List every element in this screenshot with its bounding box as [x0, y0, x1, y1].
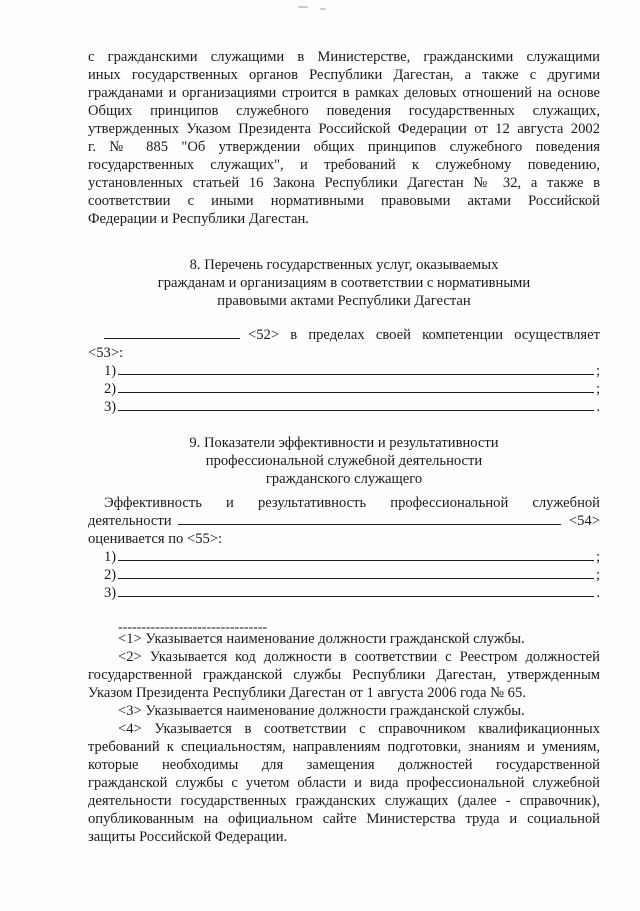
section-9-heading — [88, 434, 600, 488]
footnote-separator: -------------------------------- — [118, 620, 268, 635]
scan-speck — [298, 6, 308, 8]
item-number: 2) — [104, 381, 117, 397]
footnote-2-line: государственной гражданской службы Республики Дагестан, утвержденным — [88, 667, 600, 683]
item-end: ; — [595, 567, 600, 583]
text-fragment: деятельности — [88, 513, 172, 529]
footnote-3: <3> Указывается наименование должности гражданской службы. — [118, 703, 525, 719]
list-item — [104, 380, 600, 398]
list-item — [104, 548, 600, 566]
footnote-4-line: <4> Указывается в соответствии с справочником квалификационных — [118, 721, 600, 737]
list-item — [104, 584, 600, 602]
footnote-2-line: <2> Указывается код должности в соответствии с Реестром должностей — [118, 649, 600, 665]
heading-line: гражданам и организациям в соответствии с нормативными — [157, 275, 531, 291]
footnote-4-line: защиты Российской Федерации. — [88, 829, 288, 845]
text-line: г. № 885 "Об утверждении общих принципов служебного поведения — [88, 139, 600, 155]
item-number: 1) — [104, 549, 117, 565]
heading-line: 8. Перечень государственных услуг, оказываемых — [189, 257, 499, 273]
org-name-blank[interactable] — [104, 326, 240, 339]
section-8-heading — [88, 256, 600, 310]
footnote-2-line: Указом Президента Республики Дагестан от 1 августа 2006 года № 65. — [88, 685, 526, 701]
scan-speck — [320, 8, 326, 10]
item-end: ; — [595, 363, 600, 379]
item-blank[interactable] — [118, 548, 594, 561]
heading-line: гражданского служащего — [265, 471, 423, 487]
footnote-4-line: деятельности государственных гражданских служащих (далее - справочник), — [88, 793, 600, 809]
item-blank[interactable] — [118, 584, 594, 597]
heading-line: правовыми актами Республики Дагестан — [217, 293, 471, 309]
text-line: соответствии с иными нормативными правовыми актами Российской — [88, 193, 600, 209]
footnote-4-line: требований к специальностям, направлениям подготовки, знаниям и умениям, — [88, 739, 600, 755]
text-line: государственных служащих", и требований к служебному поведению, — [88, 157, 600, 173]
text-line: иных государственных органов Республики Дагестан, а также с другими — [88, 67, 600, 83]
text-line: утвержденных Указом Президента Российской Федерации от 12 августа 2002 — [88, 121, 600, 137]
intro-paragraph — [88, 48, 600, 228]
text-line: оценивается по <55>: — [88, 531, 223, 547]
text-line: <53>: — [88, 345, 124, 361]
activity-blank[interactable] — [178, 512, 561, 525]
item-number: 3) — [104, 399, 117, 415]
item-end: ; — [595, 381, 600, 397]
list-item — [104, 362, 600, 380]
item-blank[interactable] — [118, 380, 594, 393]
text-fragment: <54> — [568, 513, 600, 529]
section-8-intro — [88, 326, 600, 362]
text-line: Эффективность и результативность профессиональной служебной — [104, 495, 600, 511]
footnote-4-line: гражданской службы с учетом области и вида профессиональной служебной — [88, 775, 600, 791]
text-line: <52> в пределах своей компетенции осуществляет — [248, 327, 600, 343]
footnote-4-line: опубликованным на официальном сайте Министерства труда и социальной — [88, 811, 600, 827]
item-blank[interactable] — [118, 362, 594, 375]
item-number: 1) — [104, 363, 117, 379]
text-line: Общих принципов служебного поведения государственных служащих, — [88, 103, 600, 119]
footnote-4-line: которые необходимы для замещения должностей государственной — [88, 757, 600, 773]
item-end: ; — [595, 549, 600, 565]
list-item — [104, 398, 600, 416]
heading-line: профессиональной служебной деятельности — [205, 453, 483, 469]
item-blank[interactable] — [118, 398, 594, 411]
text-line: гражданами и организациями строится в рамках деловых отношений на основе — [88, 85, 600, 101]
item-number: 3) — [104, 585, 117, 601]
text-line: с гражданскими служащими в Министерстве, гражданскими служащими — [88, 49, 600, 65]
footnote-1: <1> Указывается наименование должности гражданской службы. — [118, 631, 525, 647]
heading-line: 9. Показатели эффективности и результативности — [189, 435, 499, 451]
text-line: Федерации и Республики Дагестан. — [88, 211, 309, 227]
item-end: . — [596, 585, 600, 601]
item-number: 2) — [104, 567, 117, 583]
footnotes — [88, 630, 600, 846]
section-9-intro — [88, 494, 600, 548]
text-line: установленных статьей 16 Закона Республики Дагестан № 32, а также в — [88, 175, 600, 191]
item-blank[interactable] — [118, 566, 594, 579]
item-end: . — [596, 399, 600, 415]
list-item — [104, 566, 600, 584]
